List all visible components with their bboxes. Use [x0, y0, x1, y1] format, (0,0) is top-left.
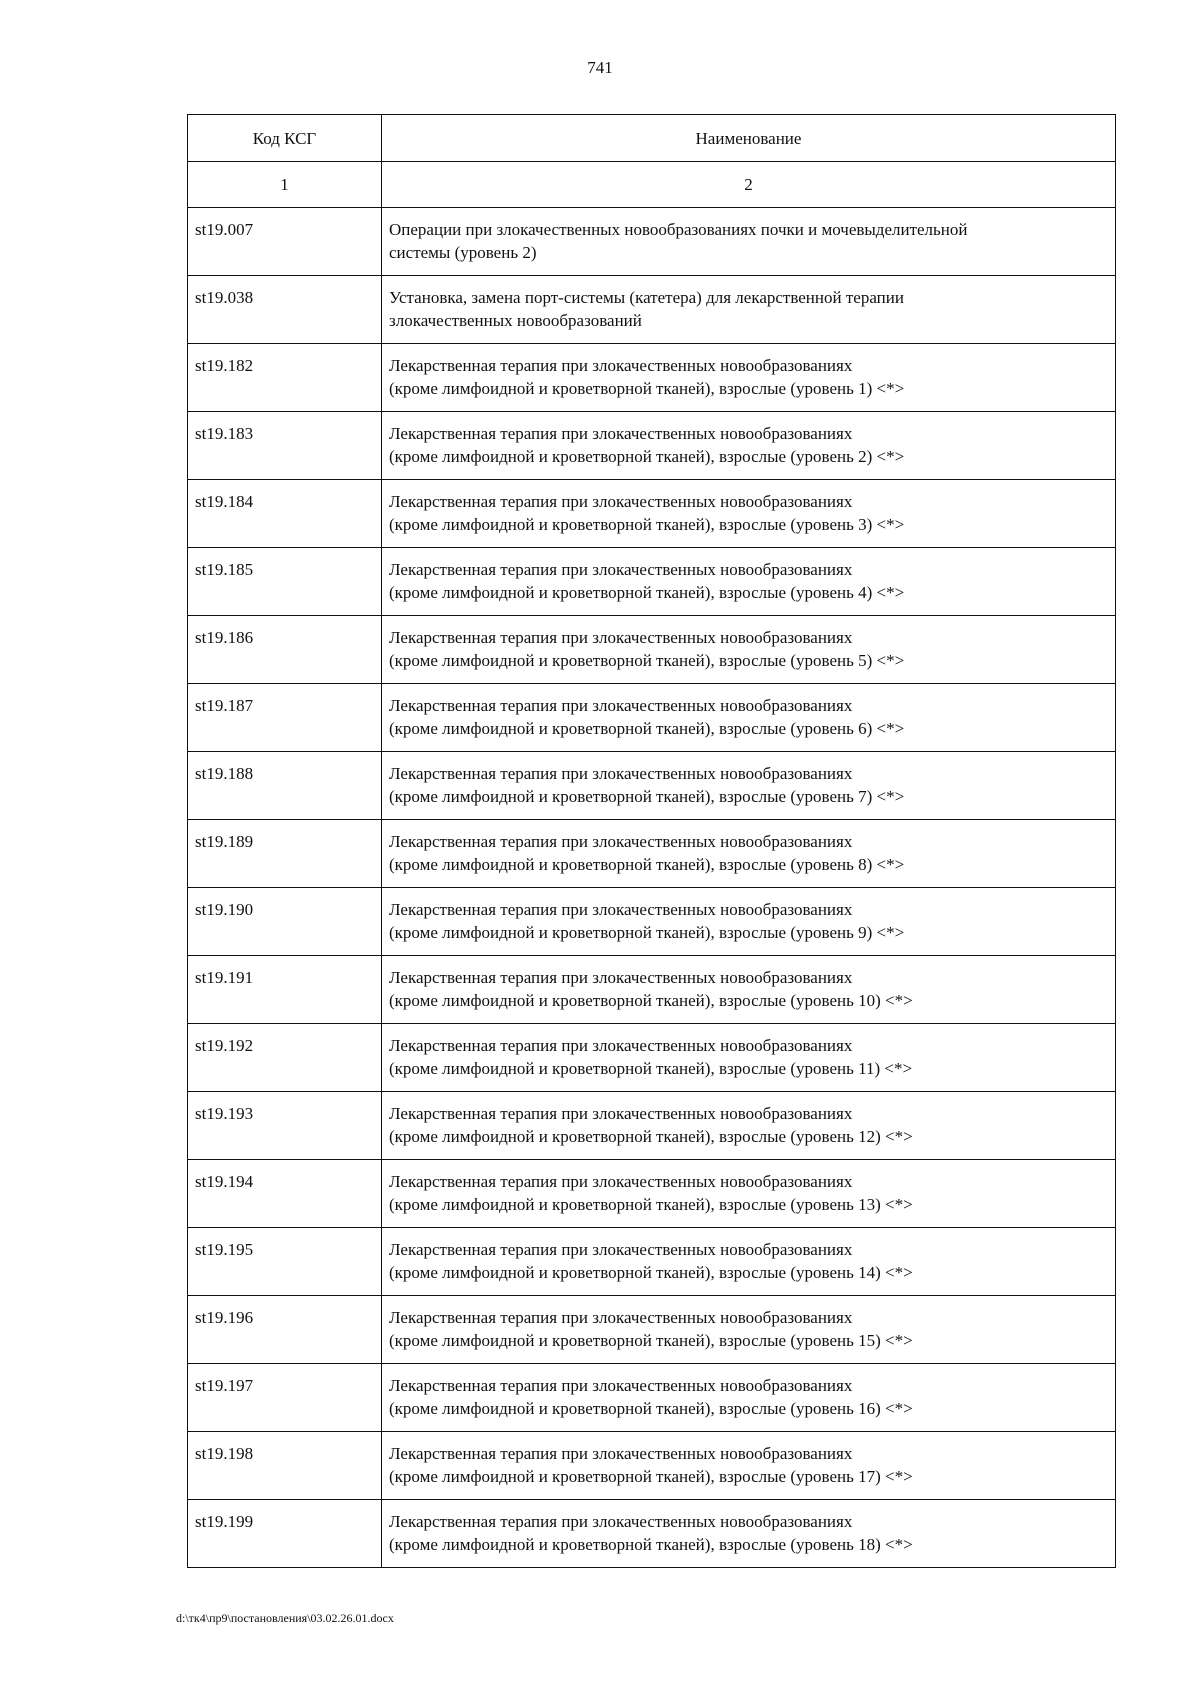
- ksg-name-line: Лекарственная терапия при злокачественных новообразованиях: [389, 764, 853, 783]
- header-code: Код КСГ: [188, 115, 382, 162]
- ksg-name-line: (кроме лимфоидной и кроветворной тканей), взрослые (уровень 4) <*>: [389, 583, 905, 602]
- ksg-name-line: Лекарственная терапия при злокачественных новообразованиях: [389, 1512, 853, 1531]
- table-row: [188, 752, 1116, 820]
- ksg-name-line: Лекарственная терапия при злокачественных новообразованиях: [389, 1036, 853, 1055]
- table-row: [188, 956, 1116, 1024]
- ksg-name-line: Лекарственная терапия при злокачественных новообразованиях: [389, 1104, 853, 1123]
- ksg-name-line: Лекарственная терапия при злокачественных новообразованиях: [389, 424, 853, 443]
- table-row: [188, 208, 1116, 276]
- ksg-name-line: (кроме лимфоидной и кроветворной тканей), взрослые (уровень 10) <*>: [389, 991, 913, 1010]
- ksg-code-cell: st19.189: [188, 820, 382, 888]
- ksg-code-cell: st19.187: [188, 684, 382, 752]
- ksg-name-cell: [382, 956, 1116, 1024]
- ksg-code-cell: st19.190: [188, 888, 382, 956]
- ksg-name-cell: [382, 684, 1116, 752]
- ksg-name-line: (кроме лимфоидной и кроветворной тканей), взрослые (уровень 8) <*>: [389, 855, 905, 874]
- ksg-name-cell: [382, 888, 1116, 956]
- ksg-code-cell: st19.194: [188, 1160, 382, 1228]
- ksg-name-line: Лекарственная терапия при злокачественных новообразованиях: [389, 696, 853, 715]
- ksg-name-cell: [382, 1500, 1116, 1568]
- ksg-name-line: (кроме лимфоидной и кроветворной тканей), взрослые (уровень 15) <*>: [389, 1331, 913, 1350]
- ksg-code-cell: st19.196: [188, 1296, 382, 1364]
- table-row: [188, 1364, 1116, 1432]
- ksg-name-cell: [382, 820, 1116, 888]
- table-row: [188, 684, 1116, 752]
- ksg-name-line: злокачественных новообразований: [389, 311, 642, 330]
- table-row: [188, 412, 1116, 480]
- ksg-name-line: (кроме лимфоидной и кроветворной тканей), взрослые (уровень 18) <*>: [389, 1535, 913, 1554]
- ksg-name-line: (кроме лимфоидной и кроветворной тканей), взрослые (уровень 2) <*>: [389, 447, 905, 466]
- ksg-name-cell: [382, 616, 1116, 684]
- table-row: [188, 1432, 1116, 1500]
- ksg-code-cell: st19.182: [188, 344, 382, 412]
- ksg-code-cell: st19.184: [188, 480, 382, 548]
- ksg-name-line: Установка, замена порт-системы (катетера) для лекарственной терапии: [389, 288, 904, 307]
- column-number-row: [188, 162, 1116, 208]
- table-row: [188, 480, 1116, 548]
- ksg-code-cell: st19.038: [188, 276, 382, 344]
- table-row: [188, 820, 1116, 888]
- column-number-2: 2: [382, 162, 1116, 208]
- ksg-name-cell: [382, 412, 1116, 480]
- ksg-code-cell: st19.007: [188, 208, 382, 276]
- table-row: [188, 1296, 1116, 1364]
- ksg-name-cell: [382, 276, 1116, 344]
- table-row: [188, 888, 1116, 956]
- ksg-name-cell: [382, 752, 1116, 820]
- ksg-name-line: (кроме лимфоидной и кроветворной тканей), взрослые (уровень 7) <*>: [389, 787, 905, 806]
- table-row: [188, 1024, 1116, 1092]
- ksg-code-cell: st19.188: [188, 752, 382, 820]
- header-name: Наименование: [382, 115, 1116, 162]
- footer-file-path: d:\тк4\пр9\постановления\03.02.26.01.docx: [176, 1611, 394, 1625]
- ksg-name-line: Лекарственная терапия при злокачественных новообразованиях: [389, 1376, 853, 1395]
- ksg-name-line: Лекарственная терапия при злокачественных новообразованиях: [389, 1308, 853, 1327]
- ksg-name-cell: [382, 1092, 1116, 1160]
- ksg-name-line: Лекарственная терапия при злокачественных новообразованиях: [389, 832, 853, 851]
- ksg-name-line: (кроме лимфоидной и кроветворной тканей), взрослые (уровень 5) <*>: [389, 651, 905, 670]
- table-row: [188, 1228, 1116, 1296]
- ksg-name-cell: [382, 344, 1116, 412]
- column-number-1: 1: [188, 162, 382, 208]
- ksg-name-cell: [382, 1228, 1116, 1296]
- ksg-name-line: (кроме лимфоидной и кроветворной тканей), взрослые (уровень 3) <*>: [389, 515, 905, 534]
- ksg-name-line: Лекарственная терапия при злокачественных новообразованиях: [389, 1172, 853, 1191]
- ksg-name-line: Лекарственная терапия при злокачественных новообразованиях: [389, 492, 853, 511]
- ksg-code-cell: st19.192: [188, 1024, 382, 1092]
- ksg-name-line: (кроме лимфоидной и кроветворной тканей), взрослые (уровень 9) <*>: [389, 923, 905, 942]
- ksg-table: [187, 114, 1116, 1568]
- ksg-code-cell: st19.186: [188, 616, 382, 684]
- table-row: [188, 1092, 1116, 1160]
- ksg-name-line: Лекарственная терапия при злокачественных новообразованиях: [389, 1240, 853, 1259]
- ksg-code-cell: st19.191: [188, 956, 382, 1024]
- ksg-code-cell: st19.185: [188, 548, 382, 616]
- ksg-name-line: Лекарственная терапия при злокачественных новообразованиях: [389, 968, 853, 987]
- table-row: [188, 548, 1116, 616]
- ksg-name-cell: [382, 480, 1116, 548]
- ksg-name-cell: [382, 1024, 1116, 1092]
- ksg-name-line: Лекарственная терапия при злокачественных новообразованиях: [389, 900, 853, 919]
- ksg-name-line: (кроме лимфоидной и кроветворной тканей), взрослые (уровень 6) <*>: [389, 719, 905, 738]
- table-header-row: [188, 115, 1116, 162]
- ksg-name-line: Лекарственная терапия при злокачественных новообразованиях: [389, 560, 853, 579]
- ksg-code-cell: st19.183: [188, 412, 382, 480]
- ksg-name-cell: [382, 548, 1116, 616]
- ksg-name-line: Лекарственная терапия при злокачественных новообразованиях: [389, 1444, 853, 1463]
- ksg-name-cell: [382, 1296, 1116, 1364]
- ksg-name-cell: [382, 208, 1116, 276]
- ksg-name-line: Операции при злокачественных новообразованиях почки и мочевыделительной: [389, 220, 968, 239]
- ksg-name-cell: [382, 1432, 1116, 1500]
- ksg-name-line: Лекарственная терапия при злокачественных новообразованиях: [389, 628, 853, 647]
- ksg-name-line: (кроме лимфоидной и кроветворной тканей), взрослые (уровень 1) <*>: [389, 379, 905, 398]
- table-row: [188, 276, 1116, 344]
- ksg-code-cell: st19.198: [188, 1432, 382, 1500]
- ksg-name-line: системы (уровень 2): [389, 243, 537, 262]
- table-row: [188, 616, 1116, 684]
- ksg-name-line: (кроме лимфоидной и кроветворной тканей), взрослые (уровень 14) <*>: [389, 1263, 913, 1282]
- ksg-name-line: (кроме лимфоидной и кроветворной тканей), взрослые (уровень 12) <*>: [389, 1127, 913, 1146]
- ksg-name-cell: [382, 1364, 1116, 1432]
- ksg-name-line: Лекарственная терапия при злокачественных новообразованиях: [389, 356, 853, 375]
- ksg-name-line: (кроме лимфоидной и кроветворной тканей), взрослые (уровень 17) <*>: [389, 1467, 913, 1486]
- ksg-code-cell: st19.199: [188, 1500, 382, 1568]
- table-row: [188, 1500, 1116, 1568]
- ksg-name-line: (кроме лимфоидной и кроветворной тканей), взрослые (уровень 16) <*>: [389, 1399, 913, 1418]
- page-number: 741: [587, 58, 613, 77]
- table-body: [188, 208, 1116, 1568]
- ksg-code-cell: st19.197: [188, 1364, 382, 1432]
- ksg-code-cell: st19.195: [188, 1228, 382, 1296]
- ksg-name-cell: [382, 1160, 1116, 1228]
- ksg-name-line: (кроме лимфоидной и кроветворной тканей), взрослые (уровень 11) <*>: [389, 1059, 913, 1078]
- table-row: [188, 1160, 1116, 1228]
- ksg-name-line: (кроме лимфоидной и кроветворной тканей), взрослые (уровень 13) <*>: [389, 1195, 913, 1214]
- table-row: [188, 344, 1116, 412]
- ksg-code-cell: st19.193: [188, 1092, 382, 1160]
